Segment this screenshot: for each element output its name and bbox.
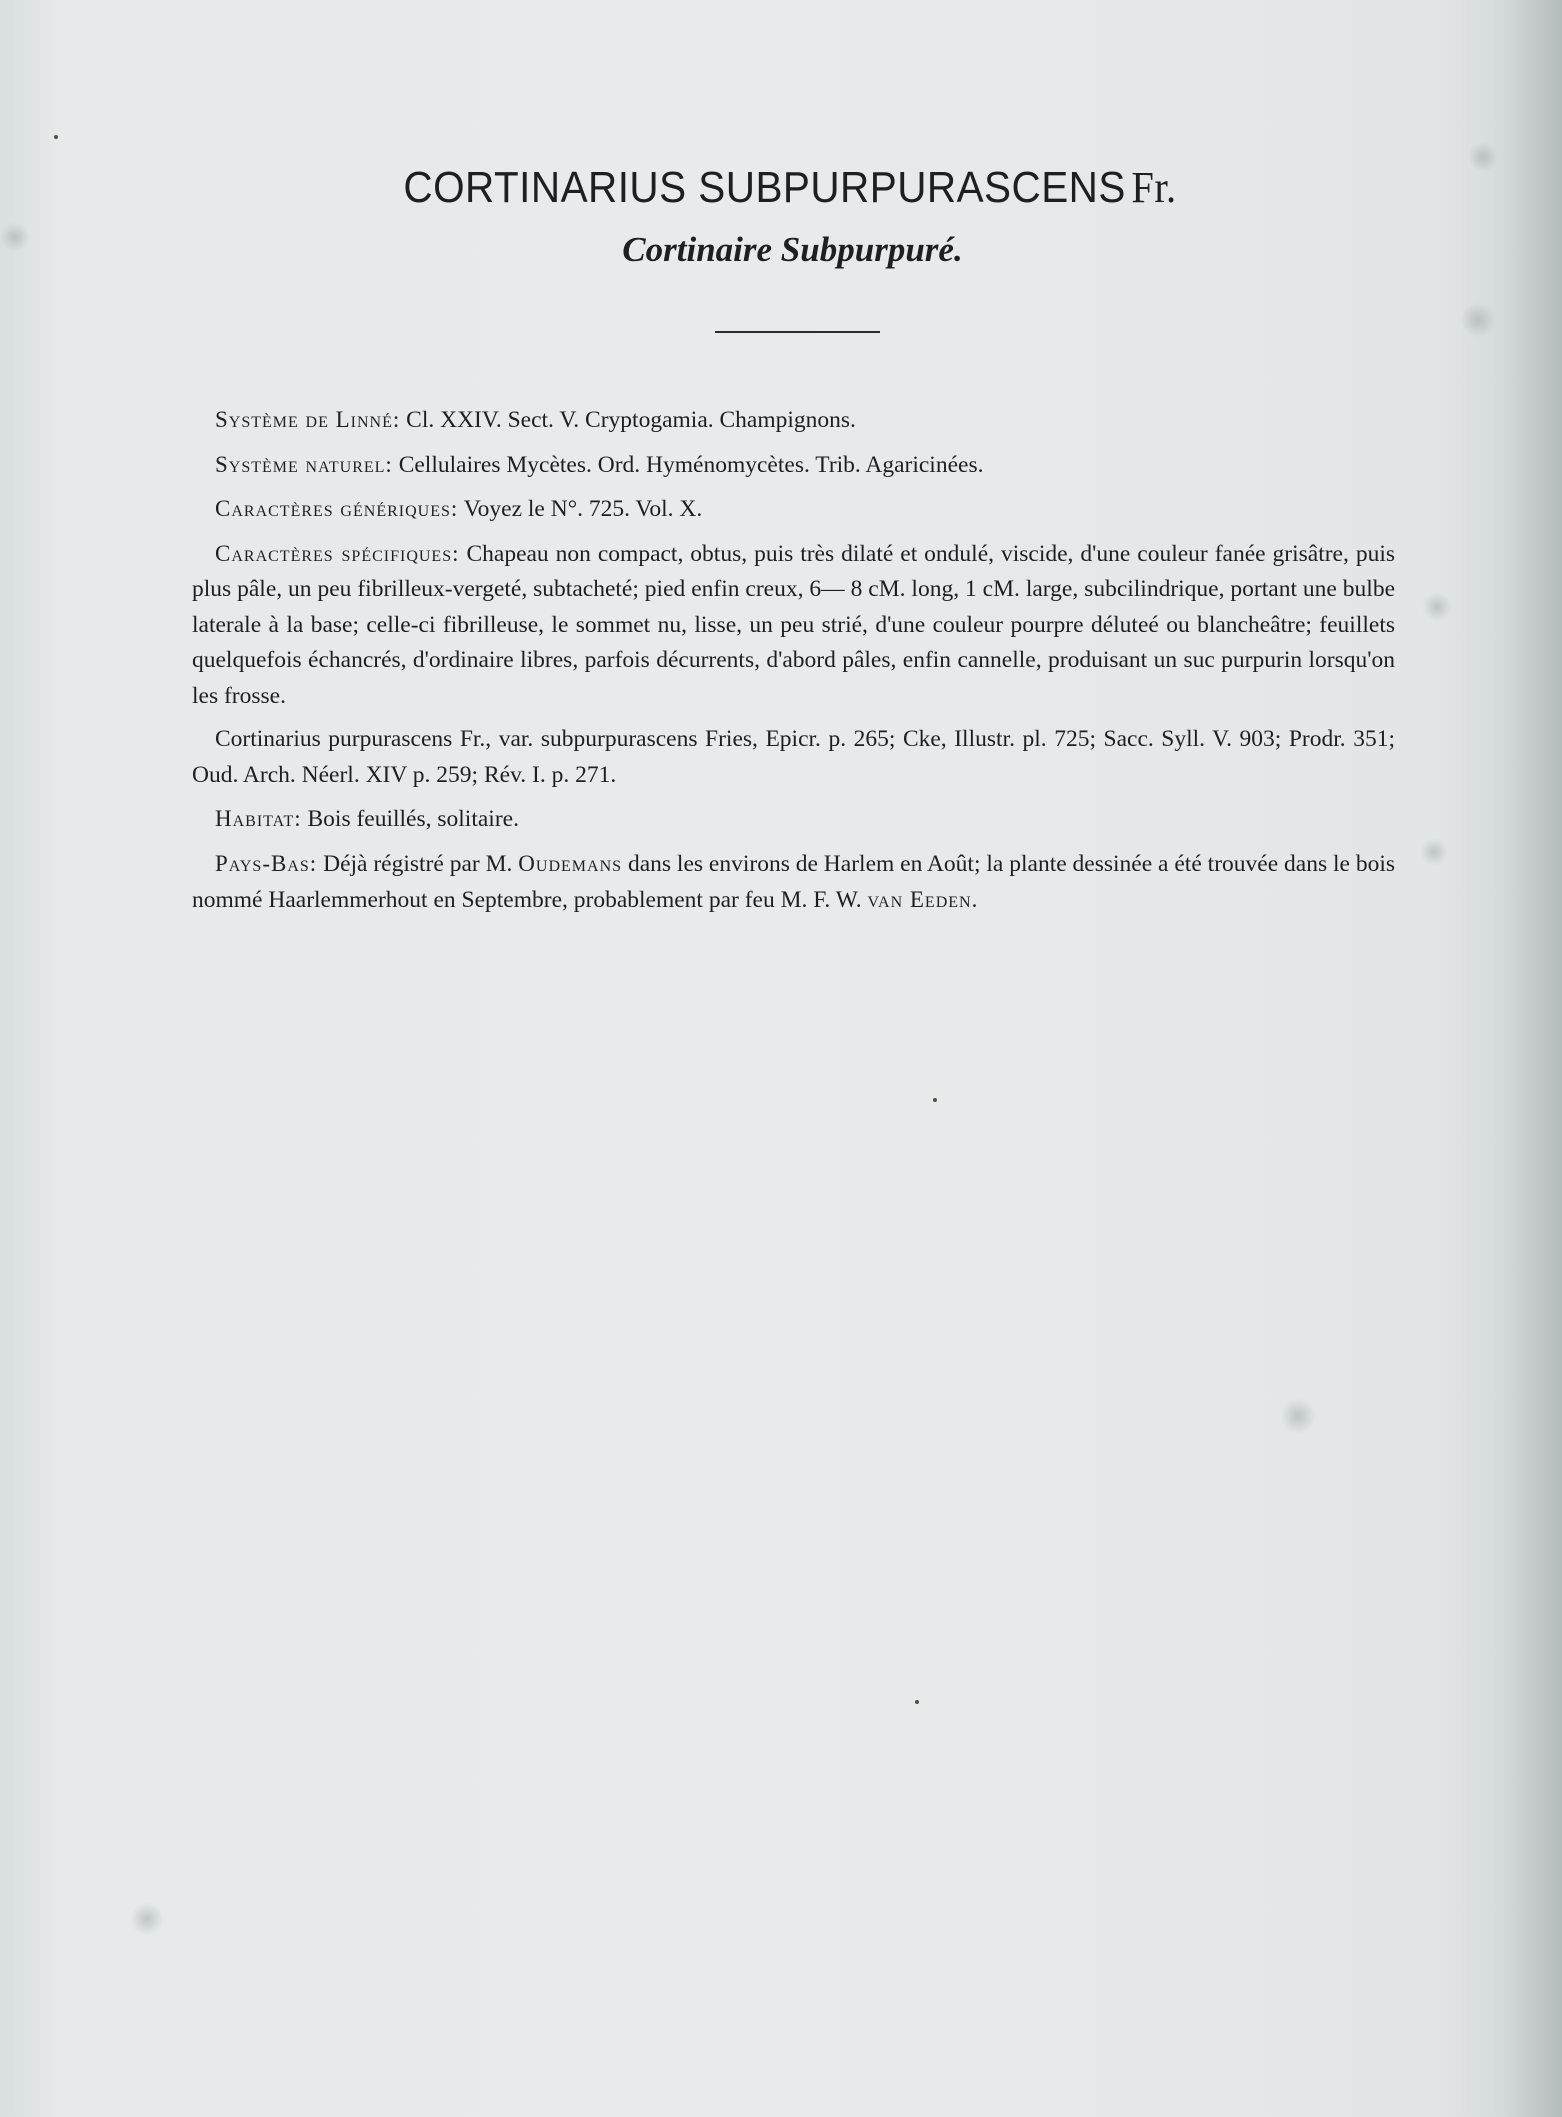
species-name: CORTINARIUS SUBPURPURASCENS xyxy=(403,163,1126,212)
section-generic-characters xyxy=(215,491,1395,528)
section-text: Voyez le N°. 725. Vol. X. xyxy=(463,496,703,522)
foxing-spot xyxy=(130,1902,164,1936)
foxing-spot xyxy=(1280,1398,1316,1434)
common-name: Cortinaire Subpurpuré. xyxy=(622,230,963,269)
section-text: Déjà régistré par M. xyxy=(323,850,513,877)
section-text: Bois feuillés, solitaire. xyxy=(307,806,519,832)
page-edge-shadow xyxy=(1502,0,1562,2117)
section-label: Système de Linné: xyxy=(215,407,401,432)
ink-speck xyxy=(915,1700,919,1704)
ink-speck xyxy=(933,1098,937,1102)
section-text: Cortinarius purpurascens Fr., var. subpurpurascens Fries, Epicr. p. 265; Cke, Illustr. pl. 725; Sacc. Syll. V. 903; Prodr. 351; Oud. Arch. Néerl. XIV p. 259; Rév. I. p. 271. xyxy=(192,726,1395,788)
foxing-spot xyxy=(1422,592,1452,622)
section-synonymy xyxy=(192,722,1395,793)
section-label: Caractères génériques: xyxy=(215,496,459,521)
ink-speck xyxy=(54,135,58,139)
description-body xyxy=(192,402,1396,927)
title-divider xyxy=(715,331,880,333)
section-text: Chapeau non compact, obtus, puis très dilaté et ondulé, viscide, d'une couleur fanée grisâtre, puis plus pâle, un peu fibrilleux-vergeté, subtacheté; pied enfin creux, 6— 8 cM. long, 1 cM. large, subcilindrique, portant une bulbe laterale à la base; celle-ci fibrilleuse, le sommet nu, lisse, un peu strié, d'une couleur pourpre déluteé ou blancheâtre; feuillets quelquefois échancrés, d'ordinaire libres, parfois décurrents, d'abord pâles, enfin cannelle, produisant un suc purpurin lorsqu'on les frosse. xyxy=(192,540,1395,709)
section-text: Cl. XXIV. Sect. V. Cryptogamia. Champignons. xyxy=(406,407,856,433)
section-label: Système naturel: xyxy=(215,451,393,477)
section-label: Caractères spécifiques: xyxy=(215,540,460,566)
section-text: dans les environs de Harlem en Août; la plante dessinée a été trouvée dans le bois nommé Haarlemmerhout en Septembre, probablement par feu M. F. W. xyxy=(192,850,1396,913)
person-name: Oudemans xyxy=(518,850,623,876)
section-label: Pays-Bas: xyxy=(215,850,318,876)
foxing-spot xyxy=(1420,838,1448,866)
species-author: Fr. xyxy=(1131,163,1177,212)
section-label: Habitat: xyxy=(215,806,302,831)
section-natural-system xyxy=(215,447,1395,484)
section-habitat xyxy=(215,801,1395,838)
species-title xyxy=(63,162,1517,213)
section-specific-characters xyxy=(192,536,1395,715)
section-text: Cellulaires Mycètes. Ord. Hyménomycètes. Trib. Agaricinées. xyxy=(398,451,984,478)
section-linnaeus-system xyxy=(215,402,1395,439)
foxing-spot xyxy=(1460,302,1496,338)
person-name: van Eeden. xyxy=(867,887,979,912)
section-netherlands xyxy=(192,846,1395,919)
